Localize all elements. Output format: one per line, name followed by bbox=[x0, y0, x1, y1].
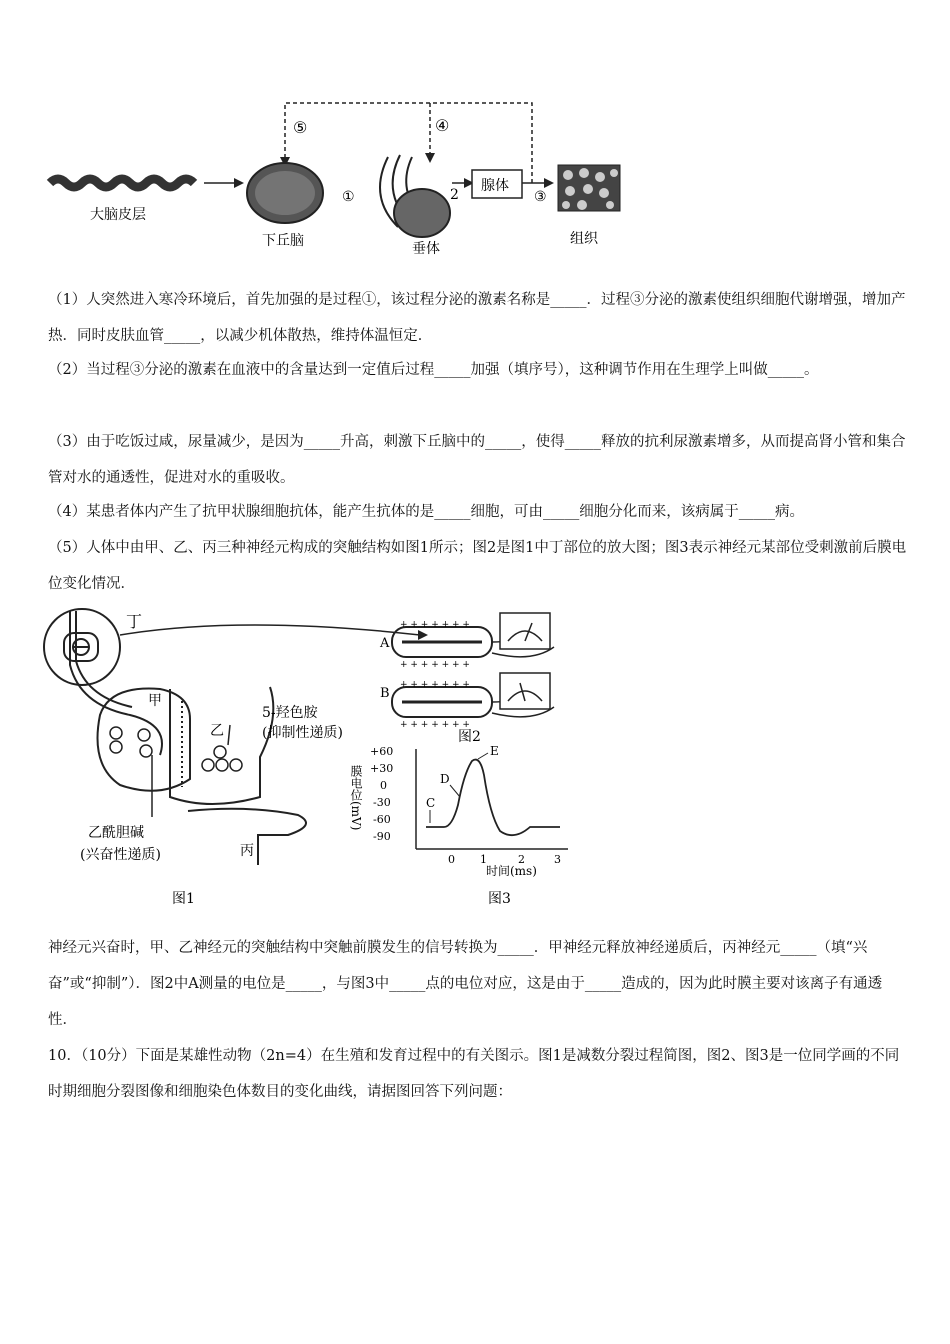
label-fig2-B: B bbox=[380, 686, 390, 701]
fig3-point-E: E bbox=[490, 744, 499, 758]
question-5 bbox=[48, 530, 910, 602]
hormone-regulation-diagram bbox=[40, 95, 640, 275]
fig3-ytick: -30 bbox=[373, 796, 391, 809]
label-p1: ① bbox=[342, 189, 355, 205]
tissue-shape bbox=[558, 165, 620, 211]
label-p3: ③ bbox=[534, 189, 547, 205]
fig3-point-D: D bbox=[440, 772, 450, 786]
label-fig2-A: A bbox=[380, 636, 390, 651]
label-fig3: 图3 bbox=[488, 891, 511, 907]
fig3-ytick: -90 bbox=[373, 830, 391, 843]
label-ding: 丁 bbox=[126, 612, 143, 631]
question-5-continuation bbox=[48, 930, 910, 1038]
label-bing: 丙 bbox=[240, 843, 254, 859]
fig3-xtick: 3 bbox=[554, 853, 561, 866]
neuron-jia-terminal bbox=[98, 689, 191, 791]
fig3-xtick: 0 bbox=[448, 853, 455, 866]
label-p5: ⑤ bbox=[293, 118, 308, 137]
cortex-shape bbox=[50, 179, 194, 187]
label-gland: 腺体 bbox=[481, 178, 509, 194]
fig3-point-C: C bbox=[426, 796, 436, 810]
label-hypothalamus: 下丘脑 bbox=[262, 233, 304, 249]
synapse-diagram bbox=[40, 605, 580, 915]
question-1-text: （1）人突然进入寒冷环境后，首先加强的是过程①，该过程分泌的激素名称是_____．过程③分泌的激素使组织细胞代谢增强，增加产热．同时皮肤血管_____，以减少机体散热，维持体温恒定． bbox=[48, 292, 906, 344]
svg-text:+ + + + + + +: + + + + + + + bbox=[400, 720, 470, 730]
question-5-continuation-text: 神经元兴奋时，甲、乙神经元的突触结构中突触前膜发生的信号转换为_____．甲神经元释放神经递质后，丙神经元_____（填“兴奋”或“抑制”）．图2中A测量的电位是_____，与图3中_____点的电位对应，这是由于_____造成的，因为此时膜主要对该离子有通透性． bbox=[48, 940, 883, 1028]
fig3-potential-curve bbox=[426, 760, 560, 836]
fig3-ytick: +60 bbox=[370, 745, 394, 758]
fig3-xtick: 1 bbox=[480, 853, 487, 866]
fig3-ytick: 0 bbox=[380, 779, 387, 792]
question-10-text: 10．（10分）下面是某雄性动物（2n=4）在生殖和发育过程中的有关图示。图1是减数分裂过程简图，图2、图3是一位同学画的不同时期细胞分裂图像和细胞染色体数目的变化曲线，请据图回答下列问题： bbox=[48, 1048, 900, 1100]
vesicles-jia bbox=[110, 727, 152, 757]
fig3-xlabel: 时间(ms) bbox=[486, 864, 537, 878]
label-p4: ④ bbox=[435, 116, 450, 135]
question-2 bbox=[48, 352, 910, 388]
label-pituitary: 垂体 bbox=[412, 241, 440, 257]
question-3-text: （3）由于吃饭过咸，尿量减少，是因为_____升高，刺激下丘脑中的_____，使得_____释放的抗利尿激素增多，从而提高肾小管和集合管对水的通透性，促进对水的重吸收。 bbox=[48, 434, 906, 486]
label-serotonin-note: (抑制性递质) bbox=[262, 725, 343, 741]
label-ach-note: (兴奋性递质) bbox=[80, 847, 161, 863]
svg-text:+ + + + + + +: + + + + + + + bbox=[400, 620, 470, 630]
label-fig2: 图2 bbox=[458, 729, 481, 745]
fig3-xtick: 2 bbox=[518, 853, 525, 866]
label-jia: 甲 bbox=[148, 693, 162, 709]
arrow-ding-to-fig2 bbox=[120, 625, 420, 635]
svg-text:+ + + + + + +: + + + + + + + bbox=[400, 680, 470, 690]
fig2-fiber-A bbox=[392, 613, 554, 670]
fig3-ytick: +30 bbox=[370, 762, 394, 775]
fig3-ytick: -60 bbox=[373, 813, 391, 826]
question-4 bbox=[48, 494, 910, 530]
label-yi: 乙 bbox=[210, 723, 224, 739]
question-4-text: （4）某患者体内产生了抗甲状腺细胞抗体，能产生抗体的是_____细胞，可由_____细胞分化而来，该病属于_____病。 bbox=[48, 504, 804, 520]
svg-text:+ + + + + + +: + + + + + + + bbox=[400, 660, 470, 670]
label-ach: 乙酰胆碱 bbox=[88, 825, 144, 841]
fig2-fiber-B bbox=[392, 673, 554, 730]
vesicles-yi bbox=[202, 746, 242, 771]
question-5-text: （5）人体中由甲、乙、丙三种神经元构成的突触结构如图1所示；图2是图1中丁部位的放大图；图3表示神经元某部位受刺激前后膜电位变化情况． bbox=[48, 540, 907, 592]
label-cortex: 大脑皮层 bbox=[90, 207, 146, 223]
label-serotonin: 5-羟色胺 bbox=[262, 705, 318, 721]
fig3-graph bbox=[349, 744, 568, 878]
question-2-text: （2）当过程③分泌的激素在血液中的含量达到一定值后过程_____加强（填序号），这种调节作用在生理学上叫做_____。 bbox=[48, 362, 819, 378]
fig3-ylabel: 膜电位(mV) bbox=[349, 765, 363, 831]
label-p2: 2 bbox=[450, 187, 459, 203]
question-10 bbox=[48, 1038, 910, 1110]
pituitary-shape bbox=[394, 189, 450, 237]
question-1 bbox=[48, 282, 910, 354]
question-3 bbox=[48, 424, 910, 496]
label-tissue: 组织 bbox=[570, 231, 598, 247]
label-fig1: 图1 bbox=[172, 891, 195, 907]
